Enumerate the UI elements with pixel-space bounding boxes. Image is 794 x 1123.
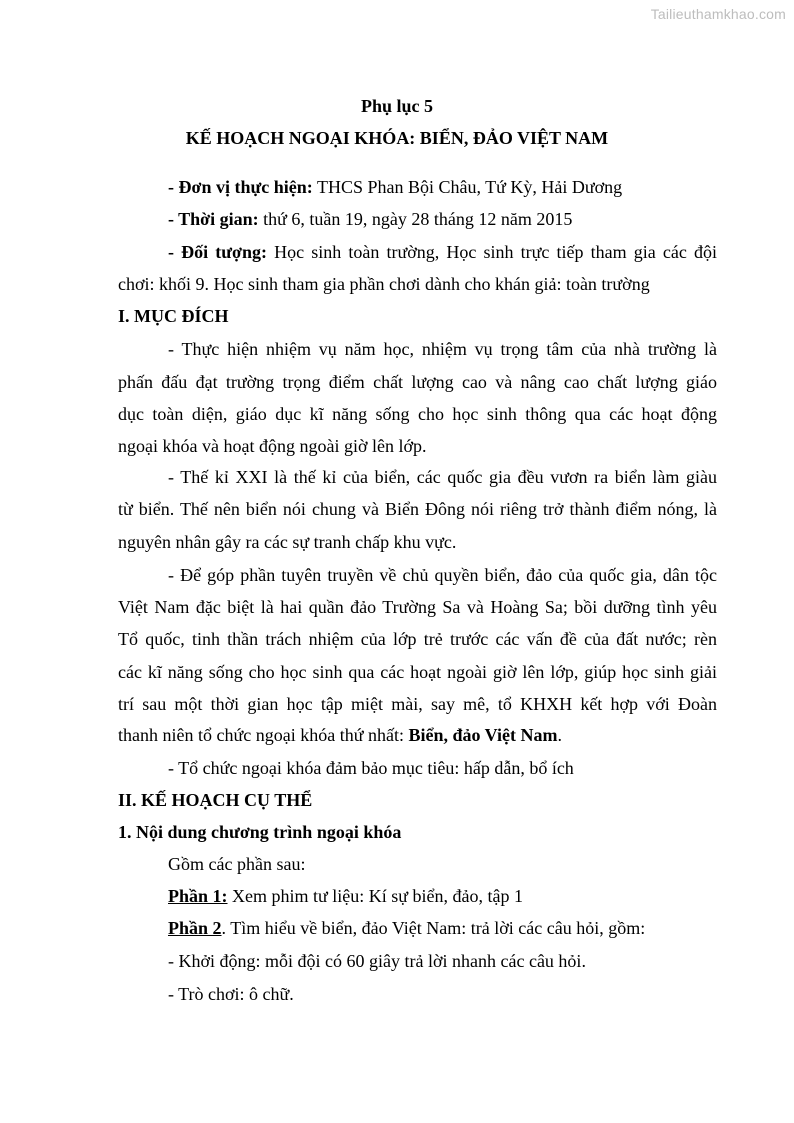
section1-heading: I. MỤC ĐÍCH: [118, 306, 229, 326]
paragraph-line: - Để góp phần tuyên truyền về chủ quyền biển, đảo của quốc gia, dân tộc: [168, 565, 717, 585]
paragraph-line: các kĩ năng sống cho học sinh qua các hoạt ngoài giờ lên lớp, giúp học sinh giải: [118, 662, 717, 682]
intro-line: Gồm các phần sau:: [168, 854, 306, 874]
info-target-line1: - Đối tượng: Học sinh toàn trường, Học sinh trực tiếp tham gia các đội: [168, 242, 718, 262]
watermark: Tailieuthamkhao.com: [650, 6, 786, 22]
paragraph-line: phấn đấu đạt trường trọng điểm chất lượng cao và nâng cao chất lượng giáo: [118, 372, 717, 392]
part1-line: Phần 1: Xem phim tư liệu: Kí sự biển, đảo, tập 1: [168, 886, 523, 906]
paragraph-line: - Thực hiện nhiệm vụ năm học, nhiệm vụ trọng tâm của nhà trường là: [168, 339, 717, 359]
paragraph-line: ngoại khóa và hoạt động ngoài giờ lên lớp.: [118, 436, 427, 456]
info-target-line2: chơi: khối 9. Học sinh tham gia phần chơi dành cho khán giả: toàn trường: [118, 274, 650, 294]
subsection-heading: 1. Nội dung chương trình ngoại khóa: [118, 822, 402, 842]
appendix-label: Phụ lục 5: [360, 96, 434, 116]
document-title: KẾ HOẠCH NGOẠI KHÓA: BIỂN, ĐẢO VIỆT NAM: [185, 128, 609, 148]
paragraph-line: - Thế kỉ XXI là thế kỉ của biển, các quốc gia đều vươn ra biển làm giàu: [168, 467, 717, 487]
paragraph-line: - Tổ chức ngoại khóa đảm bảo mục tiêu: hấp dẫn, bổ ích: [168, 758, 574, 778]
paragraph-line: từ biển. Thế nên biển nói chung và Biển Đông nói riêng trở thành điểm nóng, là: [118, 499, 717, 519]
paragraph-line: dục toàn diện, giáo dục kĩ năng sống cho học sinh thông qua các hoạt động: [118, 404, 717, 424]
part2-line: Phần 2. Tìm hiểu về biển, đảo Việt Nam: trả lời các câu hỏi, gồm:: [168, 918, 646, 938]
paragraph-line: Tổ quốc, tinh thần trách nhiệm của lớp trẻ trước các vấn đề của đất nước; rèn: [118, 629, 717, 649]
info-time: - Thời gian: thứ 6, tuần 19, ngày 28 tháng 12 năm 2015: [168, 209, 573, 229]
info-unit: - Đơn vị thực hiện: THCS Phan Bội Châu, Tứ Kỳ, Hải Dương: [168, 177, 623, 197]
paragraph-line: nguyên nhân gây ra các sự tranh chấp khu vực.: [118, 532, 457, 552]
paragraph-line: trí sau một thời gian học tập miệt mài, say mê, tổ KHXH kết hợp với Đoàn: [118, 694, 717, 714]
list-item: - Khởi động: mỗi đội có 60 giây trả lời nhanh các câu hỏi.: [168, 951, 586, 971]
paragraph-line: thanh niên tổ chức ngoại khóa thứ nhất: Biển, đảo Việt Nam.: [118, 725, 562, 745]
paragraph-line: Việt Nam đặc biệt là hai quần đảo Trường Sa và Hoàng Sa; bồi dưỡng tình yêu: [118, 597, 717, 617]
list-item: - Trò chơi: ô chữ.: [168, 984, 294, 1004]
section2-heading: II. KẾ HOẠCH CỤ THỂ: [118, 790, 313, 810]
